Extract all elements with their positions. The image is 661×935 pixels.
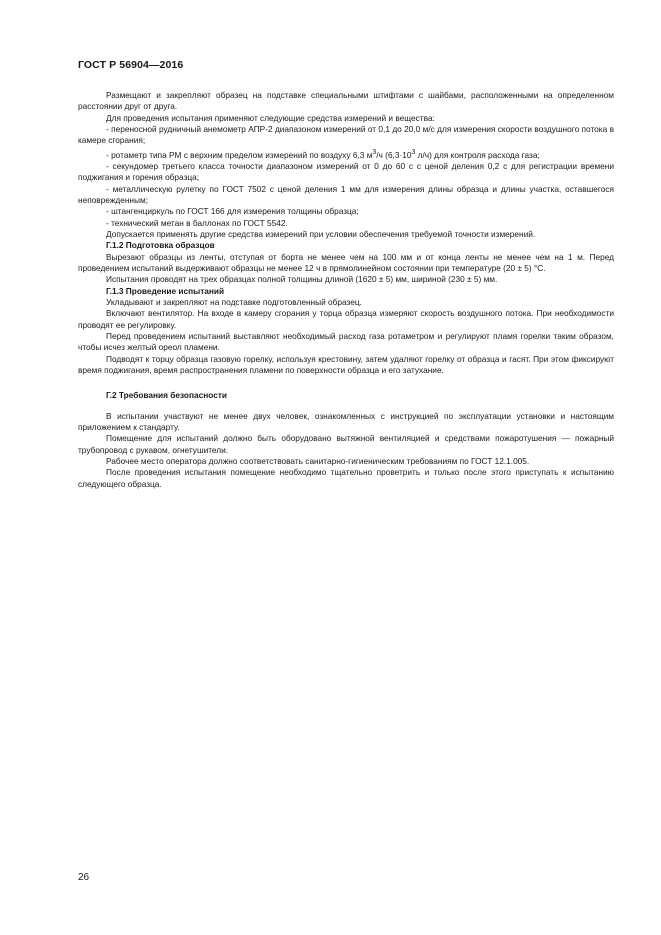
list-item: - металлическую рулетку по ГОСТ 7502 с ценой деления 1 мм для измерения длины образца и длины участка, оставшегося неповрежденным; xyxy=(78,183,614,205)
paragraph: Для проведения испытания применяют следующие средства измерений и вещества: xyxy=(106,112,435,123)
paragraph: Включают вентилятор. На входе в камеру сгорания у торца образца измеряют скорость воздушного потока. При необходимости проводят ее регулировку. xyxy=(78,308,614,330)
paragraph: Рабочее место оператора должно соответствовать санитарно-гигиеническим требованиям по ГОСТ 12.1.005. xyxy=(106,456,530,467)
list-item: - штангенциркуль по ГОСТ 166 для измерения толщины образца; xyxy=(106,206,359,217)
section-title: Г.2 Требования безопасности xyxy=(106,390,227,401)
list-item-rotameter xyxy=(78,147,614,161)
rotameter-text-before: - ротаметр типа РМ с верхним пределом измерений по воздуху 6,3 м xyxy=(106,149,373,160)
paragraph: Подводят к торцу образца газовую горелку, используя крестовину, затем удаляют горелку от образца и гасят. При этом фиксируют время поджигания, время распространения пламени по поверхности образца и его затухание. xyxy=(78,353,614,376)
list-item: - технический метан в баллонах по ГОСТ 5542. xyxy=(106,217,288,228)
subsection-title: Г.1.2 Подготовка образцов xyxy=(106,240,215,251)
paragraph: В испытании участвуют не менее двух человек, ознакомленных с инструкцией по эксплуатации установки и настоящим приложением к стандарту. xyxy=(78,410,614,433)
list-item: - переносной рудничный анемометр АПР-2 диапазоном измерений от 0,1 до 20,0 м/с для измерения скорости воздушного потока в камере сгорания; xyxy=(78,124,614,146)
paragraph: После проведения испытания помещение необходимо тщательно проветрить и только после этого приступать к испытанию следующего образца. xyxy=(78,467,614,489)
document-body xyxy=(78,90,614,490)
paragraph: Допускается применять другие средства измерений при условии обеспечения требуемой точности измерений. xyxy=(106,228,536,239)
superscript: 3 xyxy=(372,148,377,156)
rotameter-text-after: л/ч) для контроля расхода газа; xyxy=(415,149,540,160)
paragraph: Перед проведением испытаний выставляют необходимый расход газа ротаметром и регулируют пламя горелки таким образом, чтобы исчез желтый ореол пламени. xyxy=(78,330,614,353)
page-number: 26 xyxy=(78,872,90,883)
rotameter-text-middle: /ч (6,3·10 xyxy=(376,149,412,160)
paragraph: Помещение для испытаний должно быть оборудовано вытяжной вентиляцией и средствами пожаротушения — пожарный трубопровод с рукавом, огнетушители. xyxy=(78,433,614,455)
document-header: ГОСТ Р 56904—2016 xyxy=(78,59,184,71)
paragraph: Укладывают и закрепляют на подставке подготовленный образец. xyxy=(106,296,362,307)
subsection-title: Г.1.3 Проведение испытаний xyxy=(106,285,225,296)
list-item: - секундомер третьего класса точности диапазоном измерений от 0 до 60 с с ценой деления 0,2 с для регистрации времени поджигания и горения образца; xyxy=(78,160,614,183)
superscript: 3 xyxy=(411,148,416,156)
paragraph: Вырезают образцы из ленты, отступая от борта не менее чем на 100 мм и от конца ленты не менее чем на 1 м. Перед проведением испытаний выдерживают образцы не менее 12 ч в прямолинейном состоянии при температуре (20 ± 5) °C. xyxy=(78,251,614,273)
paragraph: Размещают и закрепляют образец на подставке специальными штифтами с шайбами, расположенными на определенном расстоянии друг от друга. xyxy=(78,90,614,112)
paragraph: Испытания проводят на трех образцах полной толщины длиной (1620 ± 5) мм, шириной (230 ± 5) мм. xyxy=(106,274,498,285)
